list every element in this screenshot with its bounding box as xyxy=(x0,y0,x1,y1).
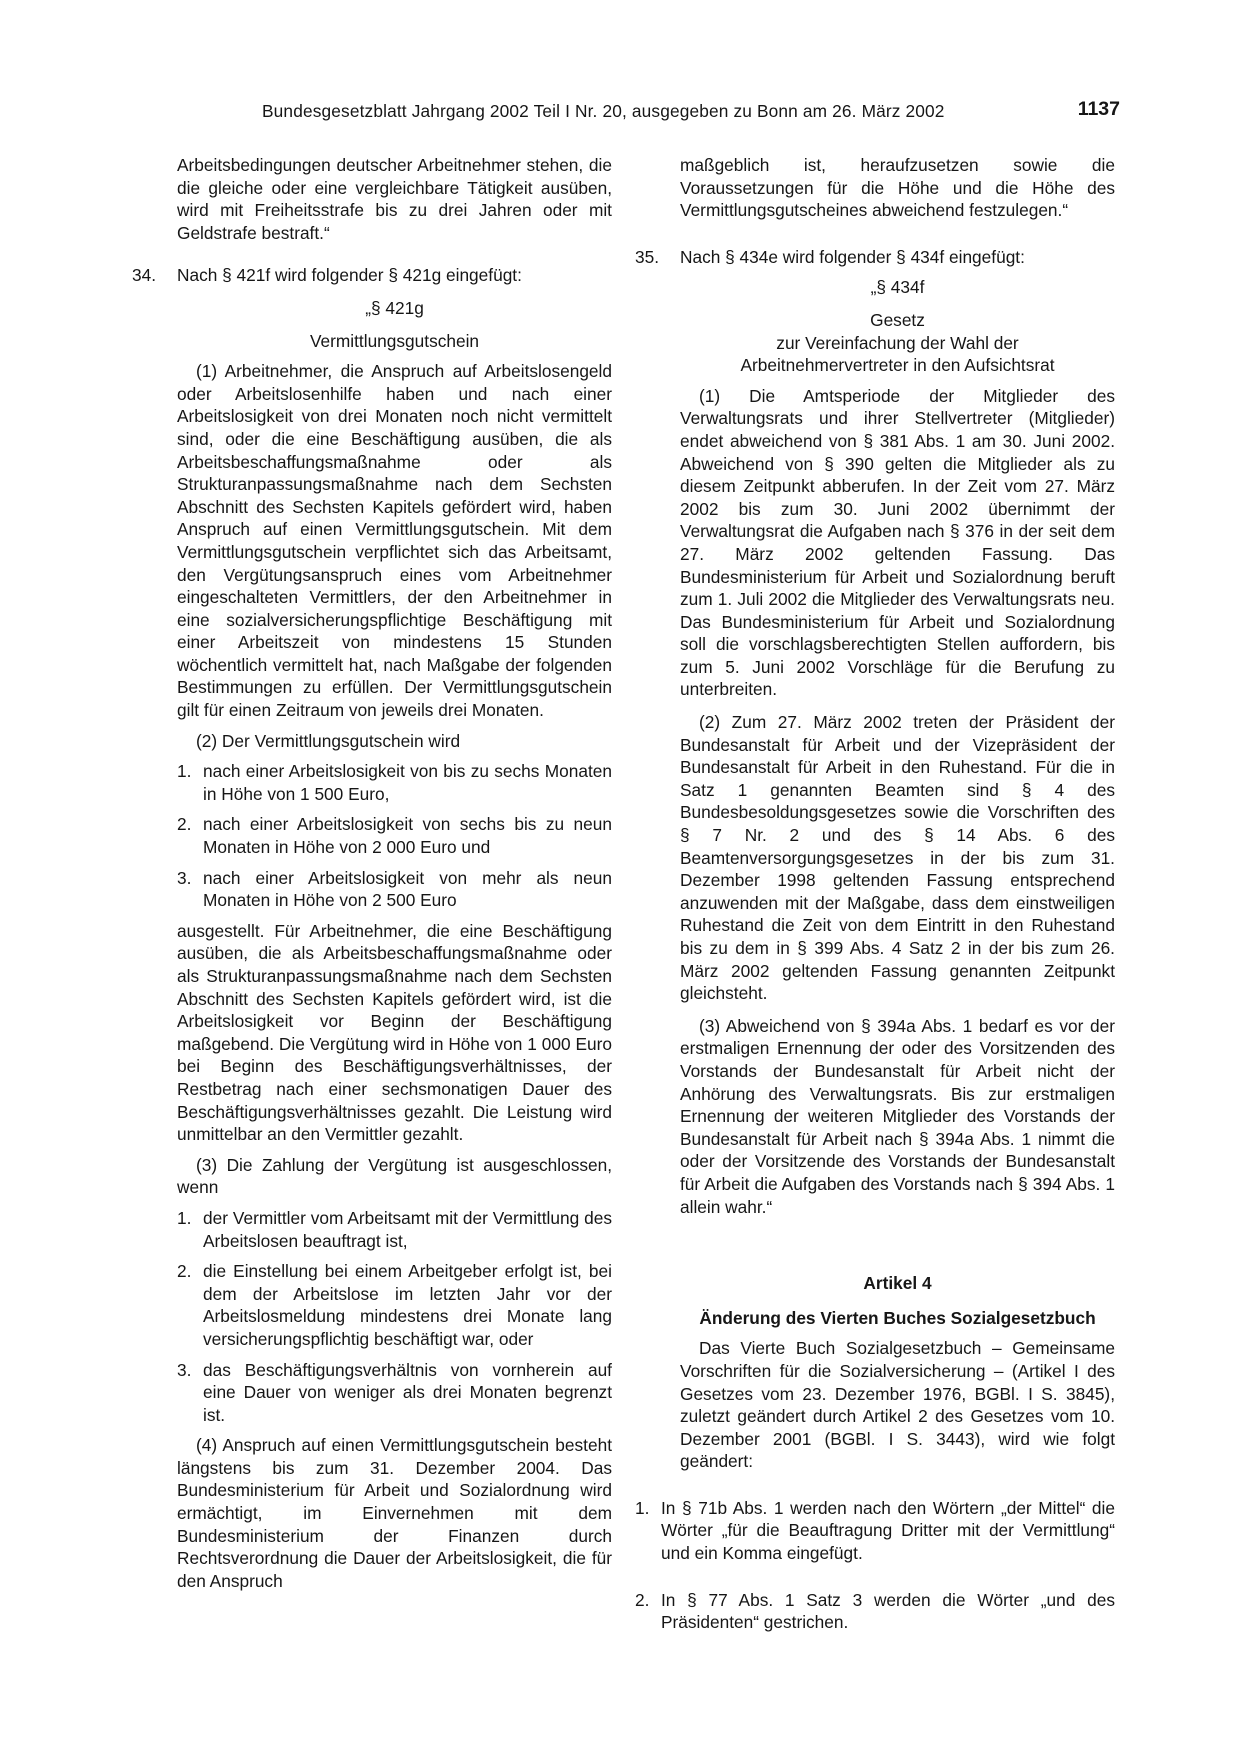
item-34-text: Nach § 421f wird folgender § 421g eingefügt: xyxy=(177,265,522,286)
section-421g-heading: Vermittlungsgutschein xyxy=(309,330,480,351)
right-continuation: maßgeblich ist, heraufzusetzen sowie die Voraussetzungen für die Höhe und die Höhe des Vermittlungsgutscheines abweichend festzulegen.“ xyxy=(680,155,1115,221)
article-title: Artikel 4 xyxy=(863,1273,932,1294)
item-35-number: 35. xyxy=(635,246,660,267)
section-421g-title: „§ 421g xyxy=(365,297,424,318)
left-column xyxy=(132,154,612,1592)
section-434f-heading-1: Gesetz xyxy=(870,309,925,330)
left-paragraph-1: (1) Arbeitnehmer, die Anspruch auf Arbeitslosengeld oder Arbeitslosenhilfe haben und nach einer Arbeitslosigkeit von drei Monaten noch nicht vermittelt sind, oder die eine Beschäftigung ausüben, die als Arbeitsbeschaffungsmaßnahme oder als Strukturanpassungsmaßnahme nach dem Sechsten Abschnitt des Sechsten Kapitels gefördert wird, haben Anspruch auf einen Vermittlungsgutschein. Mit dem Vermittlungsgutschein verpflichtet sich das Arbeitsamt, den Vergütungsanspruch eines vom Arbeitnehmer eingeschalteten Vermittlers, der den Arbeitnehmer in eine sozialversicherungspflichtige Beschäftigung mit einer Arbeitszeit von mindestens 15 Stunden wöchentlich vermittelt hat, nach Maßgabe der folgenden Bestimmungen zu erfüllen. Der Vermittlungsgutschein gilt für einen Zeitraum von jeweils drei Monaten. xyxy=(177,361,612,721)
list-item: 3. das Beschäftigungsverhältnis von vornherein auf eine Dauer von weniger als drei Monaten begrenzt ist. xyxy=(177,1359,612,1425)
left-paragraph-2: (2) Der Vermittlungsgutschein wird xyxy=(196,730,461,751)
item-35 xyxy=(635,246,1115,269)
list-item: 3. nach einer Arbeitslosigkeit von mehr als neun Monaten in Höhe von 2 500 Euro xyxy=(177,867,612,911)
right-paragraph-1: (1) Die Amtsperiode der Mitglieder des Verwaltungsrats und ihrer Stellvertreter (Mitglieder) endet abweichend von § 381 Abs. 1 am 30. Juni 2002. Abweichend von § 390 gelten die Mitglieder als zu diesem Zeitpunkt abberufen. In der Zeit vom 27. März 2002 bis zum 30. Juni 2002 übernimmt der Verwaltungsrat die Aufgaben nach § 376 in der seit dem 27. März 2002 geltenden Fassung. Das Bundesministerium für Arbeit und Sozialordnung beruft zum 1. Juli 2002 die Mitglieder des Verwaltungsrats neu. Das Bundesministerium für Arbeit und Sozialordnung soll die vorschlagsberechtigten Stellen auffordern, bis zum 5. Juni 2002 Vorschläge für die Berufung zu unterbreiten. xyxy=(680,385,1115,700)
section-434f-title: „§ 434f xyxy=(870,277,925,298)
left-paragraph-3: (3) Die Zahlung der Vergütung ist ausgeschlossen, wenn xyxy=(177,1154,612,1198)
list-item: 2. die Einstellung bei einem Arbeitgeber erfolgt ist, bei dem der Arbeitslose im letzten Jahr vor der Arbeitslosmeldung mindestens drei Monate lang versicherungspflichtig beschäftigt war, oder xyxy=(177,1261,612,1349)
header-title: Bundesgesetzblatt Jahrgang 2002 Teil I Nr. 20, ausgegeben zu Bonn am 26. März 2002 xyxy=(262,101,945,121)
section-434f-heading-2: zur Vereinfachung der Wahl der xyxy=(776,332,1019,353)
right-column xyxy=(635,154,1115,1634)
page-number: 1137 xyxy=(1077,98,1120,120)
page-header xyxy=(0,100,1240,126)
left-paragraph-4: (4) Anspruch auf einen Vermittlungsgutschein besteht längstens bis zum 31. Dezember 2004. Das Bundesministerium für Arbeit und Sozialordnung wird ermächtigt, im Einvernehmen mit dem Bundesministerium der Finanzen durch Rechtsverordnung die Dauer der Arbeitslosigkeit, die für den Anspruch xyxy=(177,1435,612,1591)
article-intro: Das Vierte Buch Sozialgesetzbuch – Gemeinsame Vorschriften für die Sozialversicherung – (Artikel I des Gesetzes vom 23. Dezember 1976, BGBl. I S. 3845), zuletzt geändert durch Artikel 2 des Gesetzes vom 10. Dezember 2001 (BGBl. I S. 3443), wird wie folgt geändert: xyxy=(680,1338,1115,1472)
list-item: 1. nach einer Arbeitslosigkeit von bis zu sechs Monaten in Höhe von 1 500 Euro, xyxy=(177,761,612,804)
list-item: 1. der Vermittler vom Arbeitsamt mit der Vermittlung des Arbeitslosen beauftragt ist, xyxy=(177,1207,612,1251)
item-34 xyxy=(132,264,612,287)
left-paragraph-2-tail: ausgestellt. Für Arbeitnehmer, die eine Beschäftigung ausüben, die als Arbeitsbeschaffungsmaßnahme oder als Strukturanpassungsmaßnahme nach dem Sechsten Abschnitt des Sechsten Kapitels gefördert wird, ist die Arbeitslosigkeit vor Beginn der Beschäftigung maßgebend. Die Vergütung wird in Höhe von 1 000 Euro bei Beginn des Beschäftigungsverhältnisses, der Restbetrag nach einer sechsmonatigen Dauer des Beschäftigungsverhältnisses gezahlt. Die Leistung wird unmittelbar an den Vermittler gezahlt. xyxy=(177,920,612,1145)
section-434f-heading-3: Arbeitnehmervertreter in den Aufsichtsrat xyxy=(740,355,1055,376)
list-item: 2. nach einer Arbeitslosigkeit von sechs bis zu neun Monaten in Höhe von 2 000 Euro und xyxy=(177,814,612,858)
left-continuation: Arbeitsbedingungen deutscher Arbeitnehmer stehen, die die gleiche oder eine vergleichbare Tätigkeit ausüben, wird mit Freiheitsstrafe bis zu drei Jahren oder mit Geldstrafe bestraft.“ xyxy=(177,155,612,243)
article-item-2: 2. In § 77 Abs. 1 Satz 3 werden die Wörter „und des Präsidenten“ gestrichen. xyxy=(635,1589,1115,1633)
right-paragraph-2: (2) Zum 27. März 2002 treten der Präsident der Bundesanstalt für Arbeit und der Vizepräsident der Bundesanstalt für Arbeit in den Ruhestand. Für die in Satz 1 genannten Beamten sind § 4 des Bundesbesoldungsgesetzes sowie die Vorschriften des § 7 Nr. 2 und des § 14 Abs. 6 des Beamtenversorgungsgesetzes in der bis zum 31. Dezember 1998 geltenden Fassung entsprechend anzuwenden mit der Maßgabe, dass dem einstweiligen Ruhestand die Zeit von dem Eintritt in den Ruhestand bis zu dem in § 399 Abs. 4 Satz 2 in der bis zum 26. März 2002 geltenden Fassung genannten Zeitpunkt gleichsteht. xyxy=(680,712,1115,1004)
item-35-text: Nach § 434e wird folgender § 434f eingefügt: xyxy=(680,246,1025,267)
right-paragraph-3: (3) Abweichend von § 394a Abs. 1 bedarf es vor der erstmaligen Ernennung der oder des Vorsitzenden des Vorstands der Bundesanstalt für Arbeit nicht der Anhörung des Verwaltungsrats. Bis zur erstmaligen Ernennung der weiteren Mitglieder des Vorstands der Bundesanstalt für Arbeit nach § 394a Abs. 1 nimmt die oder der Vorsitzende des Vorstands der Bundesanstalt für Arbeit die Aufgaben des Vorstands nach § 394 Abs. 1 allein wahr.“ xyxy=(680,1015,1115,1217)
article-item-1: 1. In § 71b Abs. 1 werden nach den Wörtern „der Mittel“ die Wörter „für die Beauftragung Dritter mit der Vermittlung“ und ein Komma eingefügt. xyxy=(635,1497,1115,1564)
article-heading: Änderung des Vierten Buches Sozialgesetzbuch xyxy=(699,1307,1096,1328)
item-34-number: 34. xyxy=(132,265,157,286)
